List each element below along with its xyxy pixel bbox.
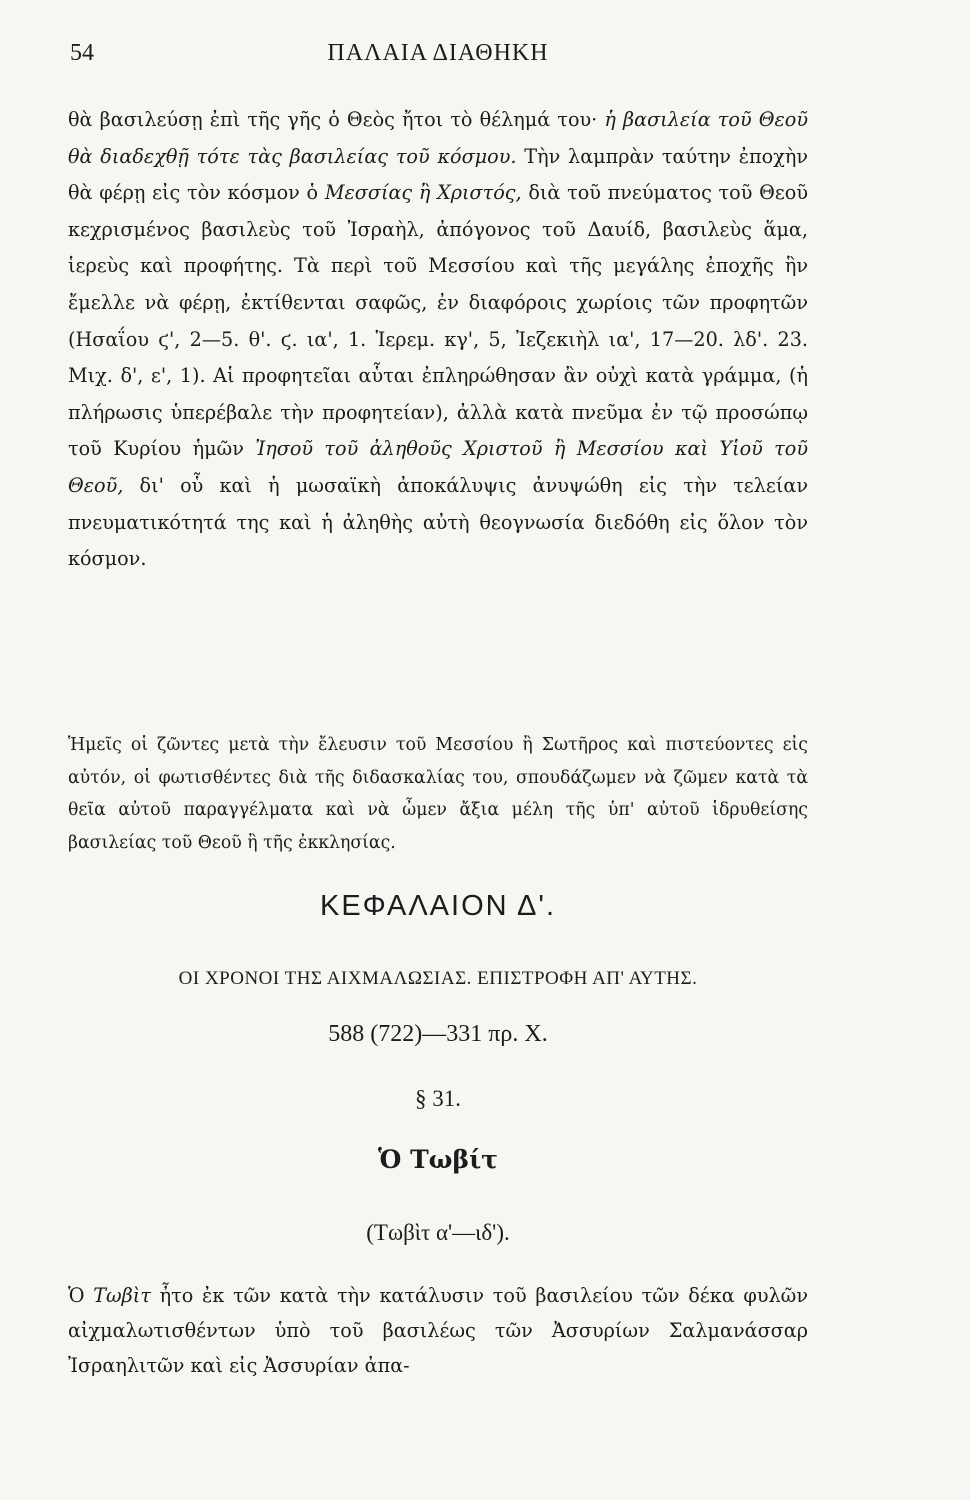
paragraph-believers: Ἡμεῖς οἱ ζῶντες μετὰ τὴν ἔλευσιν τοῦ Μεσσίου ἢ Σωτῆρος καὶ πιστεύοντες εἰς αὐτόν, οἱ φωτισθέντες διὰ τῆς διδασκαλίας του, σπουδάζωμεν νὰ ζῶμεν κατὰ τὰ θεῖα αὐτοῦ παραγγέλματα καὶ νὰ ὦμεν ἄξια μέλη τῆς ὑπ' αὐτοῦ ἱδρυθείσης βασιλείας τοῦ Θεοῦ ἢ τῆς ἐκκλησίας. (68, 735, 808, 853)
chapter-dates: 588 (722)—331 πρ. Χ. (328, 1021, 548, 1047)
paragraph-tobit (68, 1278, 808, 1383)
page-number: 54 (70, 40, 94, 66)
section-reference: (Τωβὶτ α'—ιδ'). (366, 1220, 510, 1245)
paragraph-1-text-b: Τὴν λαμπρὰν ταύτην ἐποχὴν θὰ φέρῃ εἰς τὸν κόσμον ὁ (68, 144, 808, 205)
paragraph-3-italic-a: Τωβὶτ (93, 1284, 151, 1307)
paragraph-messiah-kingdom (68, 102, 808, 578)
book-page (68, 28, 808, 1468)
paragraph-3-text-a: Ὁ (68, 1284, 94, 1307)
paragraph-1-text-d: δι' οὗ καὶ ἡ μωσαϊκὴ ἀποκάλυψις ἀνυψώθη εἰς τὴν τελείαν πνευματικότητά της καὶ ἡ ἀληθὴς αὐτὴ θεογνωσία διεδόθη εἰς ὅλον τὸν κόσμον. (68, 473, 808, 571)
paragraph-1-text-a: θὰ βασιλεύσῃ ἐπὶ τῆς γῆς ὁ Θεὸς ἤτοι τὸ θέλημά του· (68, 108, 605, 131)
paragraph-1-italic-a: ἡ βασιλεία τοῦ Θεοῦ θὰ διαδεχθῇ τότε τὰς βασιλείας τοῦ κόσμου. (68, 108, 808, 168)
paragraph-1-italic-c: Ἰησοῦ τοῦ ἀληθοῦς Χριστοῦ ἢ Μεσσίου καὶ Υἱοῦ τοῦ Θεοῦ, (68, 437, 808, 497)
section-title: Ὁ Τωβίτ (378, 1145, 498, 1174)
section-number: § 31. (415, 1086, 461, 1111)
running-title: ΠΑΛΑΙΑ ΔΙΑΘΗΚΗ (327, 40, 549, 66)
paragraph-3-text-b: ἦτο ἐκ τῶν κατὰ τὴν κατάλυσιν τοῦ βασιλείου τῶν δέκα φυλῶν αἰχμαλωτισθέντων ὑπὸ τοῦ βασιλέως τῶν Ἀσσυρίων Σαλμανάσσαρ Ἰσραηλιτῶν καὶ εἰς Ἀσσυρίαν ἀπα- (68, 1284, 808, 1377)
page-header (68, 28, 808, 72)
chapter-title: ΚΕΦΑΛΑΙΟΝ Δ'. (319, 890, 557, 922)
paragraph-1-italic-b: Μεσσίας ἢ Χριστός, (324, 181, 522, 205)
chapter-subtitle: ΟΙ ΧΡΟΝΟΙ ΤΗΣ ΑΙΧΜΑΛΩΣΙΑΣ. ΕΠΙΣΤΡΟΦΗ ΑΠ' ΑΥΤΗΣ. (178, 968, 698, 989)
paragraph-1-text-c: διὰ τοῦ πνεύματος τοῦ Θεοῦ κεχρισμένος βασιλεὺς τοῦ Ἰσραὴλ, ἀπόγονος τοῦ Δαυίδ, βασιλεὺς ἅμα, ἱερεὺς καὶ προφήτης. Τὰ περὶ τοῦ Μεσσίου καὶ τῆς μεγάλης ἐποχῆς ἣν ἔμελλε νὰ φέρῃ, ἐκτίθενται σαφῶς, ἐν διαφόροις χωρίοις τῶν προφητῶν (Ησαΐου ϛ', 2—5. θ'. ϛ. ια', 1. Ἱερεμ. κγ', 5, Ἰεζεκιὴλ ια', 17—20. λδ'. 23. Μιχ. δ', ε', 1). Αἱ προφητεῖαι αὗται ἐπληρώθησαν ἂν οὐχὶ κατὰ γράμμα, (ἡ πλήρωσις ὑπερέβαλε τὴν προφητείαν), ἀλλὰ κατὰ πνεῦμα ἐν τῷ προσώπῳ τοῦ Κυρίου ἡμῶν (68, 181, 808, 461)
